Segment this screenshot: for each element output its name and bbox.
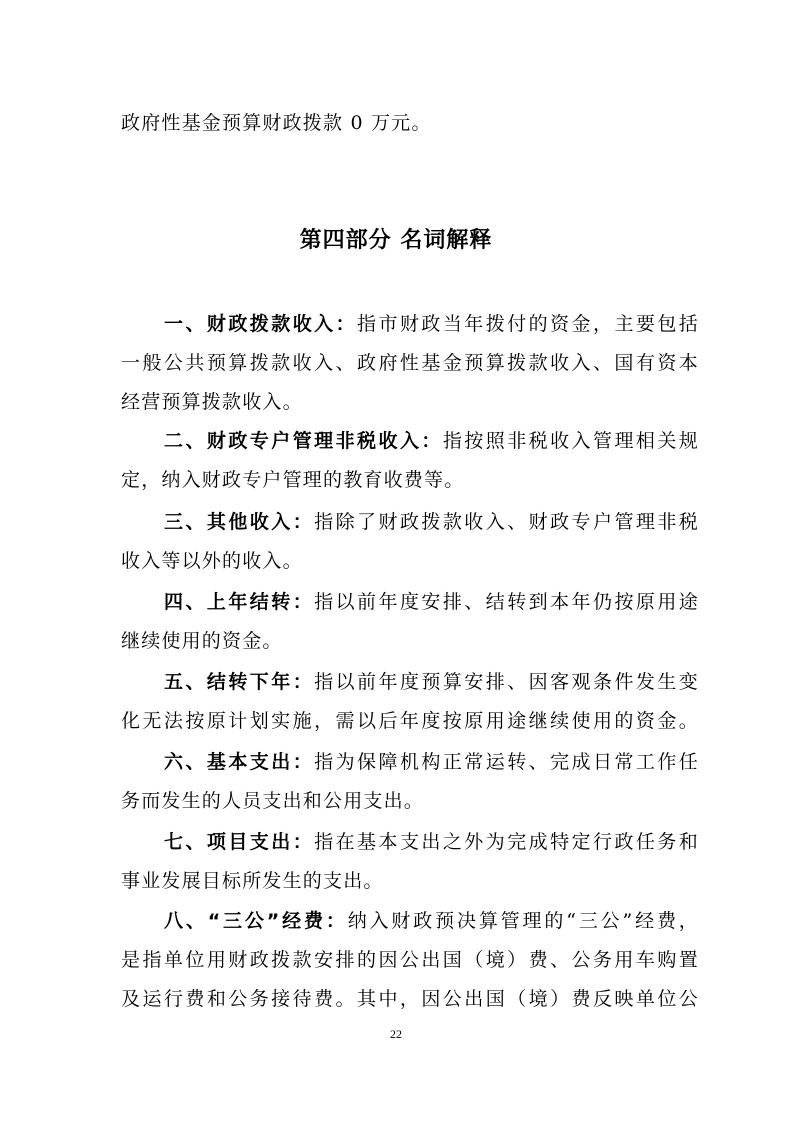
continuation-line: [121, 110, 699, 136]
definition-text: 指按照非税收入管理相关规: [442, 430, 699, 452]
definition-4-first-line: [164, 589, 699, 615]
definition-1-line-3: 经营预算拨款收入。: [121, 391, 303, 413]
definition-term: 二、财政专户管理非税收入：: [164, 430, 443, 452]
definition-3-first-line: [164, 509, 699, 535]
definition-4-line-2: 继续使用的资金。: [121, 630, 283, 652]
definition-8-line-2: 是指单位用财政拨款安排的因公出国（境）费、公务用车购置: [121, 949, 699, 971]
definition-7-line-2: 事业发展目标所发生的支出。: [121, 870, 384, 892]
definition-term: 八、“三公”经费：: [164, 910, 348, 932]
definition-term: 四、上年结转：: [164, 591, 315, 613]
definition-5-line-2: 化无法按原计划实施，需以后年度按原用途继续使用的资金。: [121, 710, 699, 732]
definition-term: 七、项目支出：: [164, 831, 315, 853]
definition-6-line-2: 务而发生的人员支出和公用支出。: [121, 790, 425, 812]
definition-text: 指市财政当年拨付的资金，主要包括: [357, 313, 699, 335]
definition-8-line-3: 及运行费和公务接待费。其中，因公出国（境）费反映单位公: [121, 988, 699, 1010]
definition-term: 五、结转下年：: [164, 671, 315, 693]
definition-text: 纳入财政预决算管理的“三公”经费，: [347, 910, 700, 932]
definition-text: 指除了财政拨款收入、财政专户管理非税: [314, 511, 699, 533]
definition-text: 指在基本支出之外为完成特定行政任务和: [314, 831, 699, 853]
definition-5-first-line: [164, 669, 699, 695]
definition-1-first-line: [164, 311, 699, 337]
definition-term: 六、基本支出：: [164, 751, 315, 773]
definition-6-first-line: [164, 749, 699, 775]
definition-2-first-line: [164, 428, 699, 454]
definition-text: 指以前年度预算安排、因客观条件发生变: [314, 671, 699, 693]
definition-8-first-line: [164, 908, 699, 934]
section-title: 第四部分 名词解释: [299, 228, 493, 253]
definition-term: 一、财政拨款收入：: [164, 313, 358, 335]
definition-3-line-2: 收入等以外的收入。: [121, 550, 303, 572]
definition-1-line-2: 一般公共预算拨款收入、政府性基金预算拨款收入、国有资本: [121, 352, 699, 374]
definition-text: 指以前年度安排、结转到本年仍按原用途: [314, 591, 699, 613]
definition-2-line-2: 定，纳入财政专户管理的教育收费等。: [121, 469, 465, 491]
continuation-text: 政府性基金预算财政拨款 0 万元。: [121, 112, 432, 134]
definition-7-first-line: [164, 829, 699, 855]
definition-term: 三、其他收入：: [164, 511, 315, 533]
definition-text: 指为保障机构正常运转、完成日常工作任: [314, 751, 699, 773]
page-number: 22: [390, 1027, 402, 1041]
